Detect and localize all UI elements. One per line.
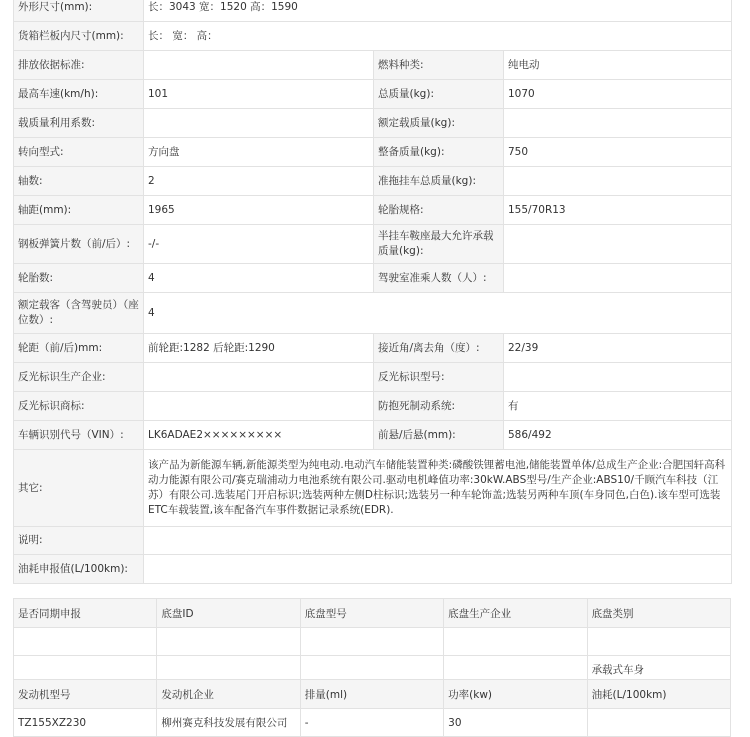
spec-value xyxy=(144,109,374,138)
spec-label: 防抱死制动系统: xyxy=(374,392,504,421)
spec-value: 750 xyxy=(504,138,732,167)
table-cell xyxy=(300,628,443,656)
spec-label: 轮胎规格: xyxy=(374,196,504,225)
table-row xyxy=(14,709,731,737)
spec-label: 载质量利用系数: xyxy=(14,109,144,138)
spec-row-other xyxy=(14,450,732,527)
spec-value: 纯电动 xyxy=(504,51,732,80)
spec-value: 586/492 xyxy=(504,421,732,450)
spec-value xyxy=(144,363,374,392)
spec-label: 油耗申报值(L/100km): xyxy=(14,555,144,584)
spec-row xyxy=(14,363,732,392)
spec-value xyxy=(144,51,374,80)
spec-value: 1070 xyxy=(504,80,732,109)
spec-row xyxy=(14,196,732,225)
spec-row-dimensions xyxy=(14,0,732,22)
table-cell: 30 xyxy=(444,709,587,737)
spec-label: 说明: xyxy=(14,527,144,555)
spec-label: 其它: xyxy=(14,450,144,527)
spec-label: 反光标识型号: xyxy=(374,363,504,392)
spec-value: 有 xyxy=(504,392,732,421)
spec-value: 22/39 xyxy=(504,334,732,363)
spec-label: 准拖挂车总质量(kg): xyxy=(374,167,504,196)
column-header: 油耗(L/100km) xyxy=(587,680,730,709)
spec-row-cargo-box xyxy=(14,22,732,51)
table-cell: TZ155XZ230 xyxy=(14,709,157,737)
column-header: 底盘类别 xyxy=(587,599,730,628)
table-header-row xyxy=(14,680,731,709)
column-header: 发动机型号 xyxy=(14,680,157,709)
table-cell xyxy=(157,628,300,656)
column-header: 底盘型号 xyxy=(300,599,443,628)
spec-label: 轴数: xyxy=(14,167,144,196)
spec-row xyxy=(14,225,732,264)
spec-value: 方向盘 xyxy=(144,138,374,167)
column-header: 底盘生产企业 xyxy=(444,599,587,628)
table-cell xyxy=(587,709,730,737)
spec-row-notes xyxy=(14,527,732,555)
column-header: 功率(kw) xyxy=(444,680,587,709)
table-cell: 柳州赛克科技发展有限公司 xyxy=(157,709,300,737)
spec-value: 155/70R13 xyxy=(504,196,732,225)
spec-label: 整备质量(kg): xyxy=(374,138,504,167)
spec-label: 车辆识别代号（VIN）: xyxy=(14,421,144,450)
spec-row xyxy=(14,334,732,363)
column-header: 发动机企业 xyxy=(157,680,300,709)
vin-value: LK6ADAE2××××××××× xyxy=(144,421,374,450)
table-cell: - xyxy=(300,709,443,737)
table-cell xyxy=(14,628,157,656)
spec-row xyxy=(14,264,732,293)
spec-value: 前轮距:1282 后轮距:1290 xyxy=(144,334,374,363)
spec-value xyxy=(504,225,732,264)
spec-label: 排放依据标准: xyxy=(14,51,144,80)
spec-label: 总质量(kg): xyxy=(374,80,504,109)
spec-label: 半挂车鞍座最大允许承载质量(kg): xyxy=(374,225,504,264)
spec-value xyxy=(504,264,732,293)
spec-value: 4 xyxy=(144,264,374,293)
spec-value: 长： 宽： 高： xyxy=(144,22,732,51)
spec-value: -/- xyxy=(144,225,374,264)
table-header-row xyxy=(14,599,731,628)
column-header: 是否同期申报 xyxy=(14,599,157,628)
spec-label: 驾驶室准乘人数（人）: xyxy=(374,264,504,293)
column-header: 排量(ml) xyxy=(300,680,443,709)
spec-label: 轮距（前/后)mm: xyxy=(14,334,144,363)
spec-label: 轮胎数: xyxy=(14,264,144,293)
spec-label: 前悬/后悬(mm): xyxy=(374,421,504,450)
spec-label: 转向型式: xyxy=(14,138,144,167)
table-cell xyxy=(587,628,730,656)
table-row xyxy=(14,628,731,656)
table-cell: 承载式车身 xyxy=(587,656,730,684)
engine-table xyxy=(13,679,731,737)
spec-label: 额定载客（含驾驶员）（座位数）: xyxy=(14,293,144,334)
spec-value: 4 xyxy=(144,293,732,334)
spec-value xyxy=(144,392,374,421)
spec-value: 101 xyxy=(144,80,374,109)
spec-row xyxy=(14,51,732,80)
spec-label: 反光标识商标: xyxy=(14,392,144,421)
other-remarks-text: 该产品为新能源车辆,新能源类型为纯电动.电动汽车储能装置种类:磷酸铁锂蓄电池,储能装置单体/总成生产企业:合肥国轩高科动力能源有限公司/赛克瑞浦动力电池系统有限公司.驱动电机峰值功率:30kW.ABS型号/生产企业:ABS10/千顾汽车科技（江苏）有限公司.选装尾门开启标识;选装两种左侧D柱标识;选装另一种车轮饰盖;选装另两种车顶(车身同色,白色).该车型可选装ETC车载装置,该车配备汽车事件数据记录系统(EDR). xyxy=(144,450,732,527)
spec-label: 额定载质量(kg): xyxy=(374,109,504,138)
spec-value xyxy=(504,109,732,138)
column-header: 底盘ID xyxy=(157,599,300,628)
chassis-table xyxy=(13,598,731,684)
spec-value xyxy=(504,363,732,392)
spec-label: 外形尺寸(mm): xyxy=(14,0,144,22)
spec-value: 2 xyxy=(144,167,374,196)
spec-row-fuel xyxy=(14,555,732,584)
spec-label: 接近角/离去角（度）: xyxy=(374,334,504,363)
spec-label: 最高车速(km/h): xyxy=(14,80,144,109)
spec-row xyxy=(14,80,732,109)
spec-label: 轴距(mm): xyxy=(14,196,144,225)
spec-row xyxy=(14,392,732,421)
spec-value xyxy=(144,527,732,555)
spec-row-passengers xyxy=(14,293,732,334)
spec-value xyxy=(144,555,732,584)
spec-value: 长：3043 宽：1520 高：1590 xyxy=(144,0,732,22)
spec-row xyxy=(14,138,732,167)
spec-row xyxy=(14,109,732,138)
spec-label: 钢板弹簧片数（前/后）: xyxy=(14,225,144,264)
spec-row-vin xyxy=(14,421,732,450)
spec-label: 反光标识生产企业: xyxy=(14,363,144,392)
spec-row xyxy=(14,167,732,196)
table-cell xyxy=(444,628,587,656)
spec-label: 货箱栏板内尺寸(mm): xyxy=(14,22,144,51)
spec-table xyxy=(13,0,732,584)
spec-label: 燃料种类: xyxy=(374,51,504,80)
spec-value: 1965 xyxy=(144,196,374,225)
spec-value xyxy=(504,167,732,196)
